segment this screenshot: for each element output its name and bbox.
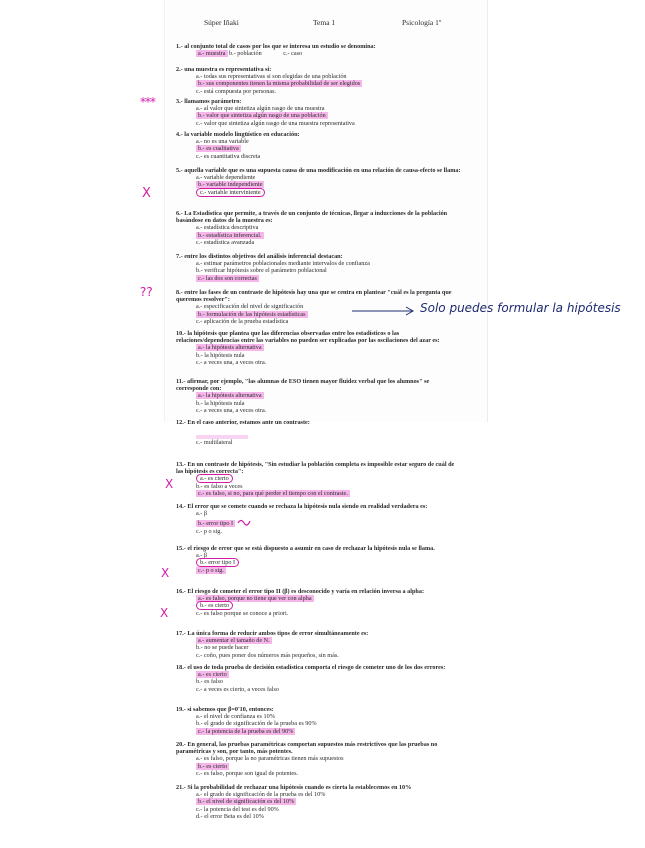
option-c: c.- a veces una, a veces otra.	[196, 358, 267, 366]
question-11	[176, 378, 461, 414]
option-c: c.- la potencia de la prueba es del 90%	[198, 727, 294, 735]
option-b: b.- la hipótesis nula	[196, 351, 245, 359]
option-b: b.- el grado de significación de la prueba es 90%	[196, 720, 317, 728]
option-b: b.- valor que sintetiza algún rasgo de una población	[198, 112, 326, 120]
question-13	[176, 461, 461, 497]
option-c: c.- está compuesta por personas.	[196, 87, 277, 95]
option-c: c.- caso	[283, 50, 303, 58]
option-c: c.- p o sig.	[198, 566, 224, 574]
question-title: 20.- En general, las pruebas paramétricas comportan supuestos más restrictivos que las pruebas no paramétricas y son, por tanto, más potentes.	[176, 741, 438, 756]
cross-mark: X	[165, 477, 174, 491]
option-c: c.- es falso porque se conoce a priori.	[196, 609, 289, 617]
option-c: c.- las dos son correctas	[198, 274, 257, 282]
option-c: c.- es falso, porque son igual de potentes.	[196, 769, 299, 777]
option-b: b.- es cierto	[196, 601, 233, 610]
option-a: a.- todas sus representativas si son elegidas de una población	[196, 73, 347, 81]
option-c: c.- p o sig.	[196, 527, 222, 535]
question-14	[176, 503, 461, 535]
option-c: c.- a veces es cierto, a veces falso	[196, 685, 279, 693]
option-a: a.- muestra	[198, 50, 226, 58]
option-a: a.- especificación del nivel de significación	[196, 303, 304, 311]
option-b: b.- es falso a veces	[196, 482, 243, 490]
option-c: c.- valor que sintetiza algún rasgo de una muestra representativa	[196, 119, 355, 127]
question-title: 3.- llamamos parámetro:	[176, 98, 242, 105]
option-c: c.- multilateral	[196, 439, 233, 447]
option-a: a.- es falso, porque la no paramétricas tienen más supuestos	[196, 755, 344, 763]
option-a: a.- al valor que sintetiza algún rasgo de una muestra	[196, 105, 325, 113]
question-title: 18.- el uso de toda prueba de decisión estadística comporta el riesgo de cometer uno de los dos errores:	[176, 664, 446, 671]
question-title: 13.- En un contraste de hipótesis, "Sin estudiar la población completa es imposible estar seguro de cuál de las hipótesis es correcta":	[176, 461, 455, 476]
question-17	[176, 630, 461, 659]
option-a: a.- no es una variable	[196, 138, 249, 146]
page-header	[0, 18, 645, 30]
option-c: c.- coño, pues poner dos números más pequeños, sin más.	[196, 651, 339, 659]
scribble-mark	[237, 518, 251, 526]
option-a: a.- aumentar el tamaño de N.	[198, 637, 270, 645]
option-b: b.- es cualitativa	[198, 145, 239, 153]
option-a: a.- β	[196, 552, 208, 560]
question-title: 17.- La única forma de reducir ambos tipos de error simultáneamente es:	[176, 630, 369, 637]
option-c: c.- es cuantitativa discreta	[196, 152, 261, 160]
question-title: 21.- Si la probabilidad de rechazar una hipótesis cuando es cierta la establecemos en 10%	[176, 784, 412, 791]
question-title: 10.- la hipótesis que plantea que las diferencias observadas entre los estadísticos o las relaciones/dependencias entre las variables no pueden ser explicadas por las oscilaciones del azar es:	[176, 330, 440, 345]
question-6	[176, 210, 461, 246]
question-15	[176, 545, 461, 574]
option-c: c.- a veces una, a veces otra.	[196, 406, 267, 414]
option-b: b.- estadística inferencial.	[198, 231, 262, 239]
question-marks: ??	[140, 285, 153, 299]
question-2	[176, 66, 461, 95]
stars-mark: ***	[140, 95, 155, 109]
question-8	[176, 289, 461, 325]
option-b: b.- verificar hipótesis sobre el parámetro poblacional	[196, 267, 327, 275]
question-5	[176, 167, 461, 196]
question-title: 5.- aquella variable que es una supuesta causa de una modificación en una relación de causa-efecto se llama:	[176, 167, 461, 174]
question-title: 11.- afirmar, por ejemplo, "las alumnas de ESO tienen mayor fluidez verbal que los alumnos" se corresponde con:	[176, 378, 430, 393]
option-c: c.- la potencia del test es del 90%	[196, 805, 279, 813]
option-a: a.- el nivel de confianza es 10%	[196, 713, 275, 721]
header-author: Súper Iñaki	[204, 18, 239, 27]
option-b: b.- error tipo I	[198, 520, 234, 528]
question-1	[176, 43, 461, 57]
question-4	[176, 131, 461, 160]
option-d: d.- el error Beta es del 10%	[196, 812, 264, 820]
cross-mark: X	[161, 566, 170, 580]
option-a: a.- el grado de significación de la prueba es del 10%	[196, 791, 326, 799]
option-c: c.- variable interviniente	[196, 188, 265, 197]
cross-mark: X	[142, 186, 151, 201]
option-c: c.- es falso, si no, para qué perder el tiempo con el contraste.	[198, 489, 348, 497]
option-a: a.- la hipótesis alternativa	[198, 392, 262, 400]
option-a: a.- es cierto	[196, 474, 233, 483]
question-3	[176, 98, 461, 127]
cross-mark: X	[160, 606, 169, 620]
option-b: b.- variable independiente	[198, 181, 263, 189]
option-b: b.- la hipótesis nula	[196, 399, 245, 407]
question-18	[176, 664, 461, 693]
option-a: a.- es falso, porque no tiene que ver con alpha	[198, 595, 312, 603]
header-subject: Psicología 1º	[402, 18, 442, 27]
question-title: 2.- una muestra es representativa si:	[176, 66, 272, 73]
option-a: a.- estadística descriptiva	[196, 224, 259, 232]
option-a: a.- estimar parámetros poblacionales mediante intervalos de confianza	[196, 260, 370, 268]
option-b: b.- el nivel de significación es del 10%	[198, 798, 295, 806]
question-title: 14.- El error que se comete cuando se rechaza la hipótesis nula siendo en realidad verdadera es:	[176, 503, 428, 510]
question-title: 8.- entre las fases de un contraste de hipótesis hay una que se centra en plantear "cuál es la pregunta que queremos resolver":	[176, 289, 452, 304]
option-b: b.- sus componentes tienen la misma probabilidad de ser elegidos	[198, 80, 361, 88]
option-row	[176, 50, 461, 57]
option-b: b.- es falso	[196, 678, 223, 686]
question-16	[176, 588, 461, 617]
option-b: b.- no se puede hacer	[196, 644, 249, 652]
option-b: b.- formulación de las hipótesis estadísticas	[198, 310, 306, 318]
option-b: b.- error tipo I	[196, 558, 239, 567]
question-title: 19.- si sabemos que β=0'10, entonces:	[176, 706, 274, 713]
option-a: a.- es cierto	[198, 671, 227, 679]
question-20	[176, 741, 461, 777]
question-21	[176, 784, 461, 820]
option-c: c.- estadística avanzada	[196, 238, 255, 246]
question-title: 6.- La Estadística que permite, a través de un conjunto de técnicas, llegar a inducciones de la población basándose en datos de la muestra es:	[176, 210, 448, 225]
handwritten-note: Solo puedes formular la hipótesis	[420, 301, 621, 315]
question-title: 12.- En el caso anterior, estamos ante un contraste:	[176, 419, 310, 426]
option-b: b.- es cierto	[198, 762, 228, 770]
question-10	[176, 330, 461, 366]
option-b: b.- población	[229, 50, 262, 58]
question-title: 4.- la variable modelo lingüístico en educación:	[176, 131, 300, 138]
header-topic: Tema 1	[313, 18, 336, 27]
option-a: a.- β	[196, 510, 208, 518]
annotation-arrow	[350, 305, 418, 317]
question-19	[176, 706, 461, 735]
question-title: 7.- entre los distintos objetivos del análisis inferencial destacan:	[176, 253, 343, 260]
option-c: c.- aplicación de la prueba estadística	[196, 317, 289, 325]
question-7	[176, 253, 461, 282]
option-a: a.- la hipótesis alternativa	[198, 344, 262, 352]
question-title: 1.- al conjunto total de casos por los que se interesa un estudio se denomina:	[176, 43, 376, 50]
option-a: a.- variable dependiente	[196, 174, 256, 182]
question-title: 16.- El riesgo de cometer el error tipo II (β) es desconocido y varía en relación inversa a alpha:	[176, 588, 425, 595]
question-12	[176, 419, 461, 446]
question-title: 15.- el riesgo de error que se está dispuesto a asumir en caso de rechazar la hipótesis nula se llama.	[176, 545, 435, 552]
